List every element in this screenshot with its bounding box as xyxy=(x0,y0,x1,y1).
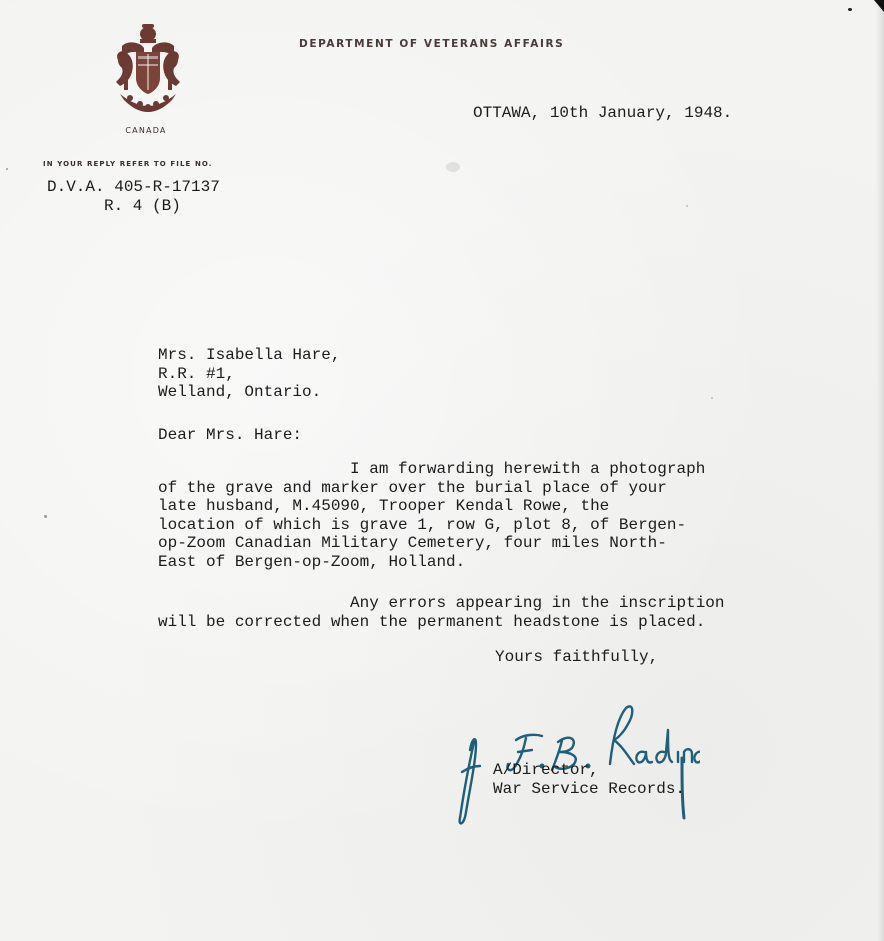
dateline: OTTAWA, 10th January, 1948. xyxy=(473,104,733,122)
body-line: late husband, M.45090, Trooper Kendal Rowe, the xyxy=(158,497,610,516)
file-number: D.V.A. 405-R-17137 xyxy=(47,178,220,196)
department-title: DEPARTMENT OF VETERANS AFFAIRS xyxy=(299,38,565,50)
paper-speck xyxy=(44,515,47,518)
paper-speck xyxy=(6,168,8,170)
body-line: of the grave and marker over the burial place of your xyxy=(158,478,667,497)
body-line: East of Bergen-op-Zoom, Holland. xyxy=(158,552,466,571)
recipient-address xyxy=(158,346,340,402)
closing: Yours faithfully, xyxy=(495,648,659,666)
address-line: Mrs. Isabella Hare, xyxy=(158,346,341,364)
paper-speck xyxy=(711,397,713,399)
paper-speck xyxy=(686,205,688,207)
coat-of-arms-icon xyxy=(110,22,186,112)
body-line: Any errors appearing in the inscription xyxy=(158,594,725,612)
body-paragraph-2 xyxy=(158,594,725,631)
body-line: I am forwarding herewith a photograph xyxy=(158,460,706,478)
page-edge xyxy=(876,0,884,941)
paper-stain xyxy=(446,162,460,172)
body-line: op-Zoom Canadian Military Cemetery, four miles North- xyxy=(158,534,667,553)
address-line: Welland, Ontario. xyxy=(158,383,322,402)
body-paragraph-1 xyxy=(158,460,705,572)
body-line: location of which is grave 1, row G, plot 8, of Bergen- xyxy=(158,515,687,534)
address-line: R.R. #1, xyxy=(158,364,235,383)
title-line: War Service Records. xyxy=(493,779,686,798)
salutation: Dear Mrs. Hare: xyxy=(158,426,303,444)
title-line: A/Director, xyxy=(493,761,599,779)
country-label: CANADA xyxy=(125,126,167,135)
paper-speck xyxy=(848,8,852,11)
reply-instruction: IN YOUR REPLY REFER TO FILE NO. xyxy=(43,160,213,168)
body-line: will be corrected when the permanent headstone is placed. xyxy=(158,612,706,631)
signatory-title xyxy=(493,761,685,798)
file-subreference: R. 4 (B) xyxy=(104,197,181,215)
